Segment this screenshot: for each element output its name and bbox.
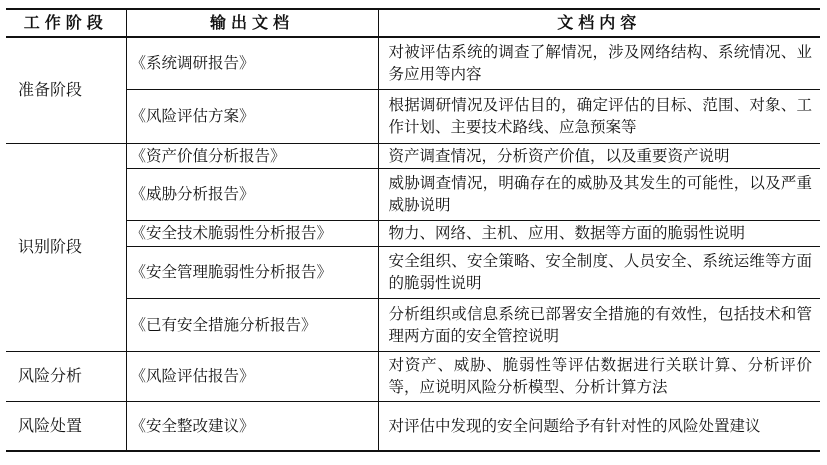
table-row	[6, 220, 820, 246]
header-row	[6, 9, 820, 37]
table-row	[6, 37, 820, 89]
table-row	[6, 298, 820, 351]
stage-cell: 识别阶段	[6, 143, 126, 351]
doc-cell: 《安全技术脆弱性分析报告》	[126, 220, 378, 246]
header-stage: 工作阶段	[6, 9, 126, 37]
header-doc: 输出文档	[126, 9, 378, 37]
doc-cell: 《资产价值分析报告》	[126, 143, 378, 168]
content-cell: 威胁调查情况，明确存在的威胁及其发生的可能性，以及严重威胁说明	[378, 168, 820, 220]
doc-cell: 《安全整改建议》	[126, 401, 378, 451]
stage-cell: 风险处置	[6, 401, 126, 451]
table-row	[6, 401, 820, 451]
content-cell: 对评估中发现的安全问题给予有针对性的风险处置建议	[378, 401, 820, 451]
stage-cell: 风险分析	[6, 351, 126, 401]
doc-cell: 《系统调研报告》	[126, 37, 378, 89]
content-cell: 根据调研情况及评估目的，确定评估的目标、范围、对象、工作计划、主要技术路线、应急预案等	[378, 89, 820, 143]
table-row	[6, 351, 820, 401]
content-cell: 资产调查情况，分析资产价值，以及重要资产说明	[378, 143, 820, 168]
table-row	[6, 246, 820, 298]
content-cell: 安全组织、安全策略、安全制度、人员安全、系统运维等方面的脆弱性说明	[378, 246, 820, 298]
table-row	[6, 143, 820, 168]
content-cell: 对资产、威胁、脆弱性等评估数据进行关联计算、分析评价等，应说明风险分析模型、分析计算方法	[378, 351, 820, 401]
content-cell: 分析组织或信息系统已部署安全措施的有效性，包括技术和管理两方面的安全管控说明	[378, 298, 820, 351]
doc-cell: 《安全管理脆弱性分析报告》	[126, 246, 378, 298]
header-content: 文档内容	[378, 9, 820, 37]
table-row	[6, 89, 820, 143]
stage-cell: 准备阶段	[6, 37, 126, 143]
doc-cell: 《威胁分析报告》	[126, 168, 378, 220]
table-row	[6, 168, 820, 220]
doc-cell: 《风险评估报告》	[126, 351, 378, 401]
assessment-output-table	[6, 8, 820, 452]
content-cell: 物力、网络、主机、应用、数据等方面的脆弱性说明	[378, 220, 820, 246]
doc-cell: 《风险评估方案》	[126, 89, 378, 143]
doc-cell: 《已有安全措施分析报告》	[126, 298, 378, 351]
content-cell: 对被评估系统的调查了解情况，涉及网络结构、系统情况、业务应用等内容	[378, 37, 820, 89]
